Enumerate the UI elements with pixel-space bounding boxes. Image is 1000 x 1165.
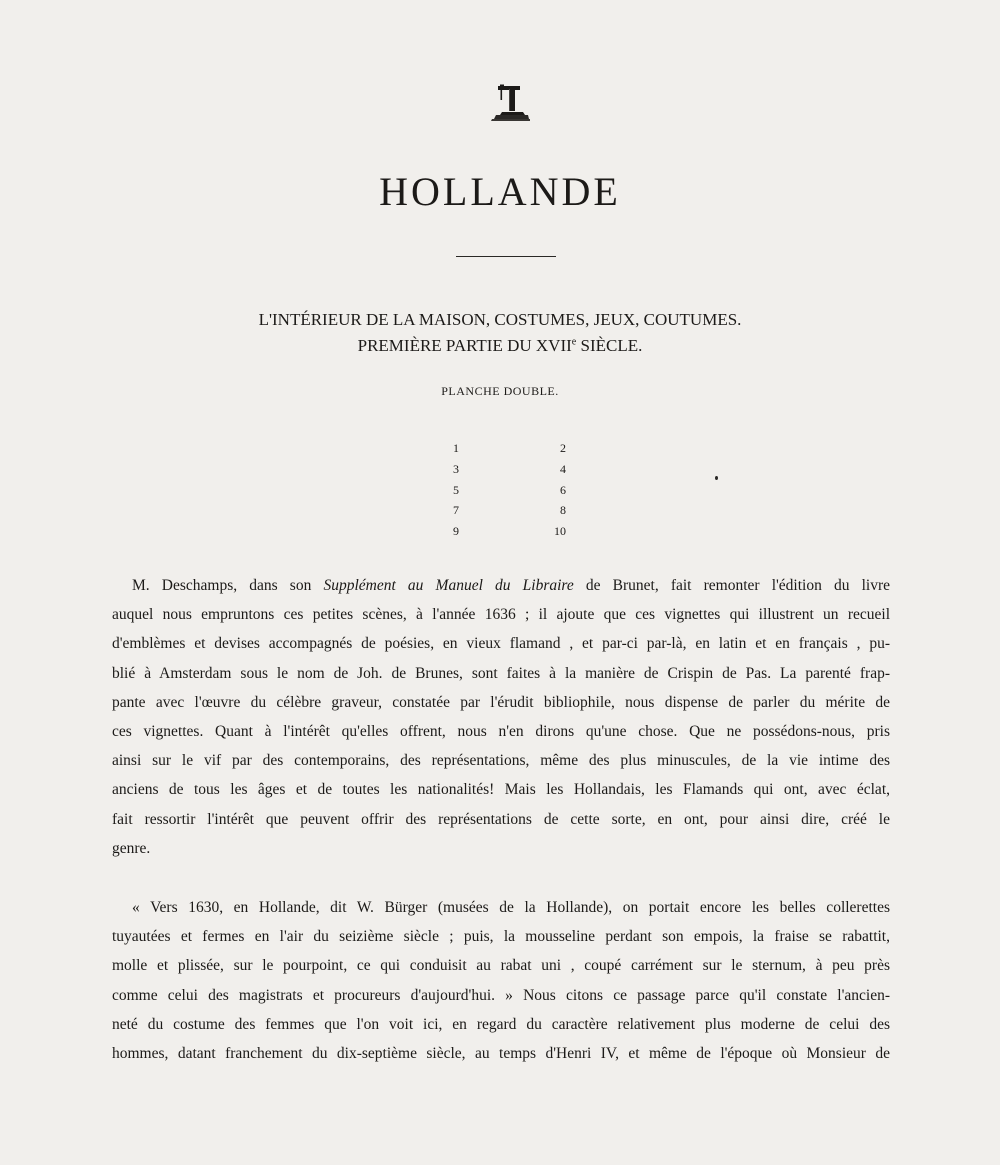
planche-label: PLANCHE DOUBLE. xyxy=(441,384,559,398)
plate-number-grid xyxy=(436,438,576,542)
plate-number: 4 xyxy=(560,461,566,476)
text-line: hommes, datant franchement du dix-septième siècle, au temps d'Henri IV, et même de l'époque où Monsieur de xyxy=(112,1044,890,1062)
text-line: comme celui des magistrats et procureurs d'aujourd'hui. » Nous citons ce passage parce qu'il constate l'ancien- xyxy=(112,986,890,1004)
subtitle-line-1: L'INTÉRIEUR DE LA MAISON, COSTUMES, JEUX, COUTUMES. xyxy=(258,310,742,329)
text-run: de Brunet, fait remonter l'édition du livre xyxy=(573,577,891,594)
text-line: tuyautées et fermes en l'air du seizième siècle ; puis, la mousseline perdant son empois, la fraise se rabattit, xyxy=(112,928,890,946)
ink-speck xyxy=(715,476,718,480)
paragraph-1 xyxy=(112,571,890,863)
gibbet-ornament-icon xyxy=(488,84,530,122)
text-run: M. Deschamps, dans son xyxy=(132,577,324,594)
plate-number-row xyxy=(436,480,576,501)
plate-number: 5 xyxy=(453,482,459,497)
plate-number: 9 xyxy=(453,524,459,539)
paragraph-2 xyxy=(112,893,890,1068)
text-line: neté du costume des femmes que l'on voit ici, en regard du caractère relativement plus moderne de celui des xyxy=(112,1015,890,1033)
book-title-italic: Supplément au Manuel du Libraire xyxy=(323,577,574,594)
subtitle-line-2 xyxy=(0,333,1000,359)
text-line: d'emblèmes et devises accompagnés de poésies, en vieux flamand , et par-ci par-là, en latin et en français , pu- xyxy=(112,635,890,653)
subtitle-line-2-prefix: PREMIÈRE PARTIE DU XVII xyxy=(357,336,572,355)
plate-number: 3 xyxy=(453,461,459,476)
plate-number: 7 xyxy=(453,503,459,518)
text-line: ainsi sur le vif par des contemporains, des représentations, même des plus minuscules, de la vie intime des xyxy=(112,752,890,770)
text-line: genre. xyxy=(112,839,151,857)
page-title: HOLLANDE xyxy=(379,169,621,214)
text-line: ces vignettes. Quant à l'intérêt qu'elles offrent, nous n'en dirons qu'une chose. Que ne possédons-nous, pris xyxy=(112,722,890,740)
text-line: pante avec l'œuvre du célèbre graveur, constatée par l'érudit bibliophile, nous dispense de parler du mérite de xyxy=(112,693,890,711)
subtitle-line-2-suffix: SIÈCLE. xyxy=(576,336,643,355)
plate-number: 8 xyxy=(560,503,566,518)
plate-number: 2 xyxy=(560,441,566,455)
text-line xyxy=(112,571,890,600)
title-divider xyxy=(456,256,556,257)
plate-number: 1 xyxy=(453,441,459,455)
text-line: molle et plissée, sur le pourpoint, ce qui conduisit au rabat uni , coupé carrément sur le sternum, à peu près xyxy=(112,957,890,975)
text-line: fait ressortir l'intérêt que peuvent offrir des représentations de cette sorte, en ont, pour ainsi dire, créé le xyxy=(112,810,890,828)
plate-number-row xyxy=(436,438,576,459)
text-line: auquel nous empruntons ces petites scènes, à l'année 1636 ; il ajoute que ces vignettes qui illustrent un recueil xyxy=(112,606,890,624)
text-line: « Vers 1630, en Hollande, dit W. Bürger (musées de la Hollande), on portait encore les belles collerettes xyxy=(132,899,890,916)
plate-number-row xyxy=(436,500,576,521)
plate-number-row xyxy=(436,521,576,542)
text-line: blié à Amsterdam sous le nom de Joh. de Brunes, sont faites à la manière de Crispin de Pas. La parenté frap- xyxy=(112,664,890,682)
plate-number: 6 xyxy=(560,482,566,497)
plate-number: 10 xyxy=(554,524,566,539)
subtitle-line-2-superscript: e xyxy=(571,336,577,348)
text-line: anciens de tous les âges et de toutes les nationalités! Mais les Hollandais, les Flamands qui ont, avec éclat, xyxy=(112,781,890,799)
plate-number-row xyxy=(436,459,576,480)
